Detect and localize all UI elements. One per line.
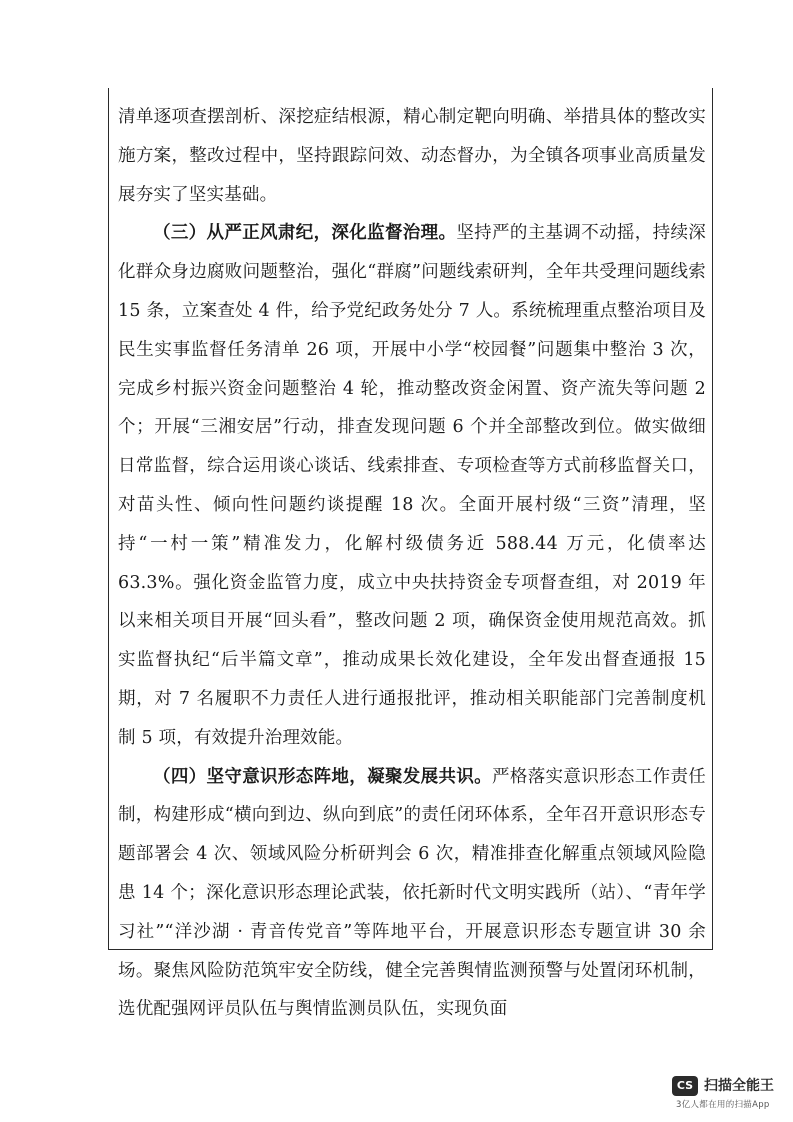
section-four-heading: （四）坚守意识形态阵地，凝聚发展共识。 (153, 766, 493, 787)
scanner-watermark (672, 1072, 784, 1116)
document-body (118, 98, 706, 1029)
watermark-brand: 扫描全能王 (704, 1078, 774, 1094)
paragraph-2 (118, 214, 706, 757)
camscanner-logo-icon: CS (672, 1076, 698, 1096)
paragraph-1 (118, 98, 706, 214)
paragraph-2-text: 坚持严的主基调不动摇，持续深化群众身边腐败问题整治，强化“群腐”问题线索研判，全年共受理问题线索 15 条，立案查处 4 件，给予党纪政务处分 7 人。系统梳理重点整治项目及民生实事监督任务清单 26 项，开展中小学“校园餐”问题集中整治 3 次，完成乡村振兴资金问题整治 4 轮，推动整改资金闲置、资产流失等问题 2 个；开展“三湘安居”行动，排查发现问题 6 个并全部整改到位。做实做细日常监督，综合运用谈心谈话、线索排查、专项检查等方式前移监督关口，对苗头性、倾向性问题约谈提醒 18 次。全面开展村级“三资”清理，坚持“一村一策”精准发力，化解村级债务近 588.44 万元，化债率达 63.3%。强化资金监管力度，成立中央扶持资金专项督查组，对 2019 年以来相关项目开展“回头看”，整改问题 2 项，确保资金使用规范高效。抓实监督执纪“后半篇文章”，推动成果长效化建设，全年发出督查通报 15 期，对 7 名履职不力责任人进行通报批评，推动相关职能部门完善制度机制 5 项，有效提升治理效能。 (118, 223, 706, 748)
paragraph-1-text: 清单逐项查摆剖析、深挖症结根源，精心制定靶向明确、举措具体的整改实施方案，整改过程中，坚持跟踪问效、动态督办，为全镇各项事业高质量发展夯实了坚实基础。 (118, 107, 706, 205)
watermark-tagline: 3亿人都在用的扫描App (676, 1100, 770, 1110)
paragraph-3-text: 严格落实意识形态工作责任制，构建形成“横向到边、纵向到底”的责任闭环体系，全年召开意识形态专题部署会 4 次、领域风险分析研判会 6 次，精准排查化解重点领域风险隐患 14 个；深化意识形态理论武装，依托新时代文明实践所（站）、“青年学习社”“洋沙湖 · 青音传党音”等阵地平台，开展意识形态专题宣讲 30 余场。聚焦风险防范筑牢安全防线，健全完善舆情监测预警与处置闭环机制，选优配强网评员队伍与舆情监测员队伍，实现负面 (118, 766, 706, 1020)
paragraph-3 (118, 758, 706, 1030)
section-three-heading: （三）从严正风肃纪，深化监督治理。 (153, 223, 457, 244)
